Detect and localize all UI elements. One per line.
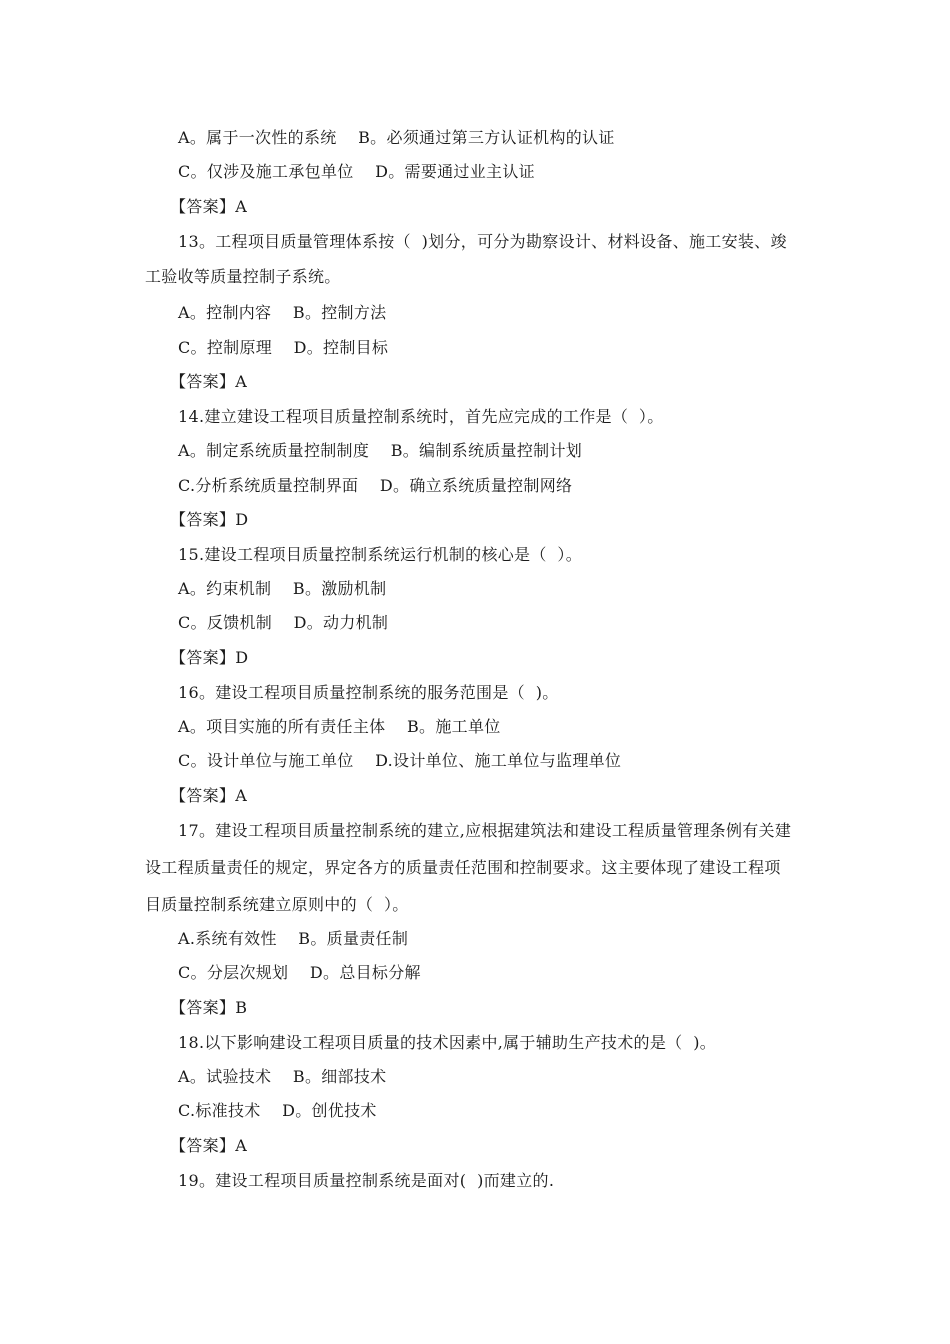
question-14-answer: 【答案】D	[170, 510, 249, 529]
question-17-options-ab: A.系统有效性 B。质量责任制	[178, 929, 409, 948]
question-13-stem-cont: 工验收等质量控制子系统。	[145, 267, 341, 286]
question-14-options-ab: A。制定系统质量控制制度 B。编制系统质量控制计划	[178, 441, 583, 460]
question-18-stem: 18.以下影响建设工程项目质量的技术因素中,属于辅助生产技术的是（ )。	[178, 1033, 717, 1052]
question-14-stem: 14.建立建设工程项目质量控制系统时，首先应完成的工作是（ ）。	[178, 407, 664, 426]
question-15-options-cd: C。反馈机制 D。动力机制	[178, 613, 389, 632]
question-18-options-ab: A。试验技术 B。细部技术	[178, 1067, 387, 1086]
question-13-stem: 13。工程项目质量管理体系按（ )划分，可分为勘察设计、材料设备、施工安装、竣	[178, 232, 787, 251]
question-17-stem-cont-1: 设工程质量责任的规定，界定各方的质量责任范围和控制要求。这主要体现了建设工程项	[145, 858, 781, 877]
question-15-stem: 15.建设工程项目质量控制系统运行机制的核心是（ ）。	[178, 545, 583, 564]
question-12-options-ab: A。属于一次性的系统 B。必须通过第三方认证机构的认证	[178, 128, 615, 147]
question-15-options-ab: A。约束机制 B。激励机制	[178, 579, 387, 598]
question-17-answer: 【答案】B	[170, 998, 248, 1017]
question-16-stem: 16。建设工程项目质量控制系统的服务范围是（ )。	[178, 683, 559, 702]
question-14-options-cd: C.分析系统质量控制界面 D。确立系统质量控制网络	[178, 476, 573, 495]
question-15-answer: 【答案】D	[170, 648, 249, 667]
question-13-options-cd: C。控制原理 D。控制目标	[178, 338, 389, 357]
question-17-stem: 17。建设工程项目质量控制系统的建立,应根据建筑法和建设工程质量管理条例有关建	[178, 821, 792, 840]
question-13-answer: 【答案】A	[170, 372, 248, 391]
question-12-options-cd: C。仅涉及施工承包单位 D。需要通过业主认证	[178, 162, 535, 181]
question-16-answer: 【答案】A	[170, 786, 248, 805]
question-12-answer: 【答案】A	[170, 197, 248, 216]
question-16-options-cd: C。设计单位与施工单位 D.设计单位、施工单位与监理单位	[178, 751, 622, 770]
question-19-stem: 19。建设工程项目质量控制系统是面对( )而建立的.	[178, 1171, 555, 1190]
question-13-options-ab: A。控制内容 B。控制方法	[178, 303, 387, 322]
question-17-stem-cont-2: 目质量控制系统建立原则中的（ ）。	[145, 895, 409, 914]
question-18-options-cd: C.标准技术 D。创优技术	[178, 1101, 377, 1120]
question-16-options-ab: A。项目实施的所有责任主体 B。施工单位	[178, 717, 501, 736]
question-17-options-cd: C。分层次规划 D。总目标分解	[178, 963, 421, 982]
question-18-answer: 【答案】A	[170, 1136, 248, 1155]
